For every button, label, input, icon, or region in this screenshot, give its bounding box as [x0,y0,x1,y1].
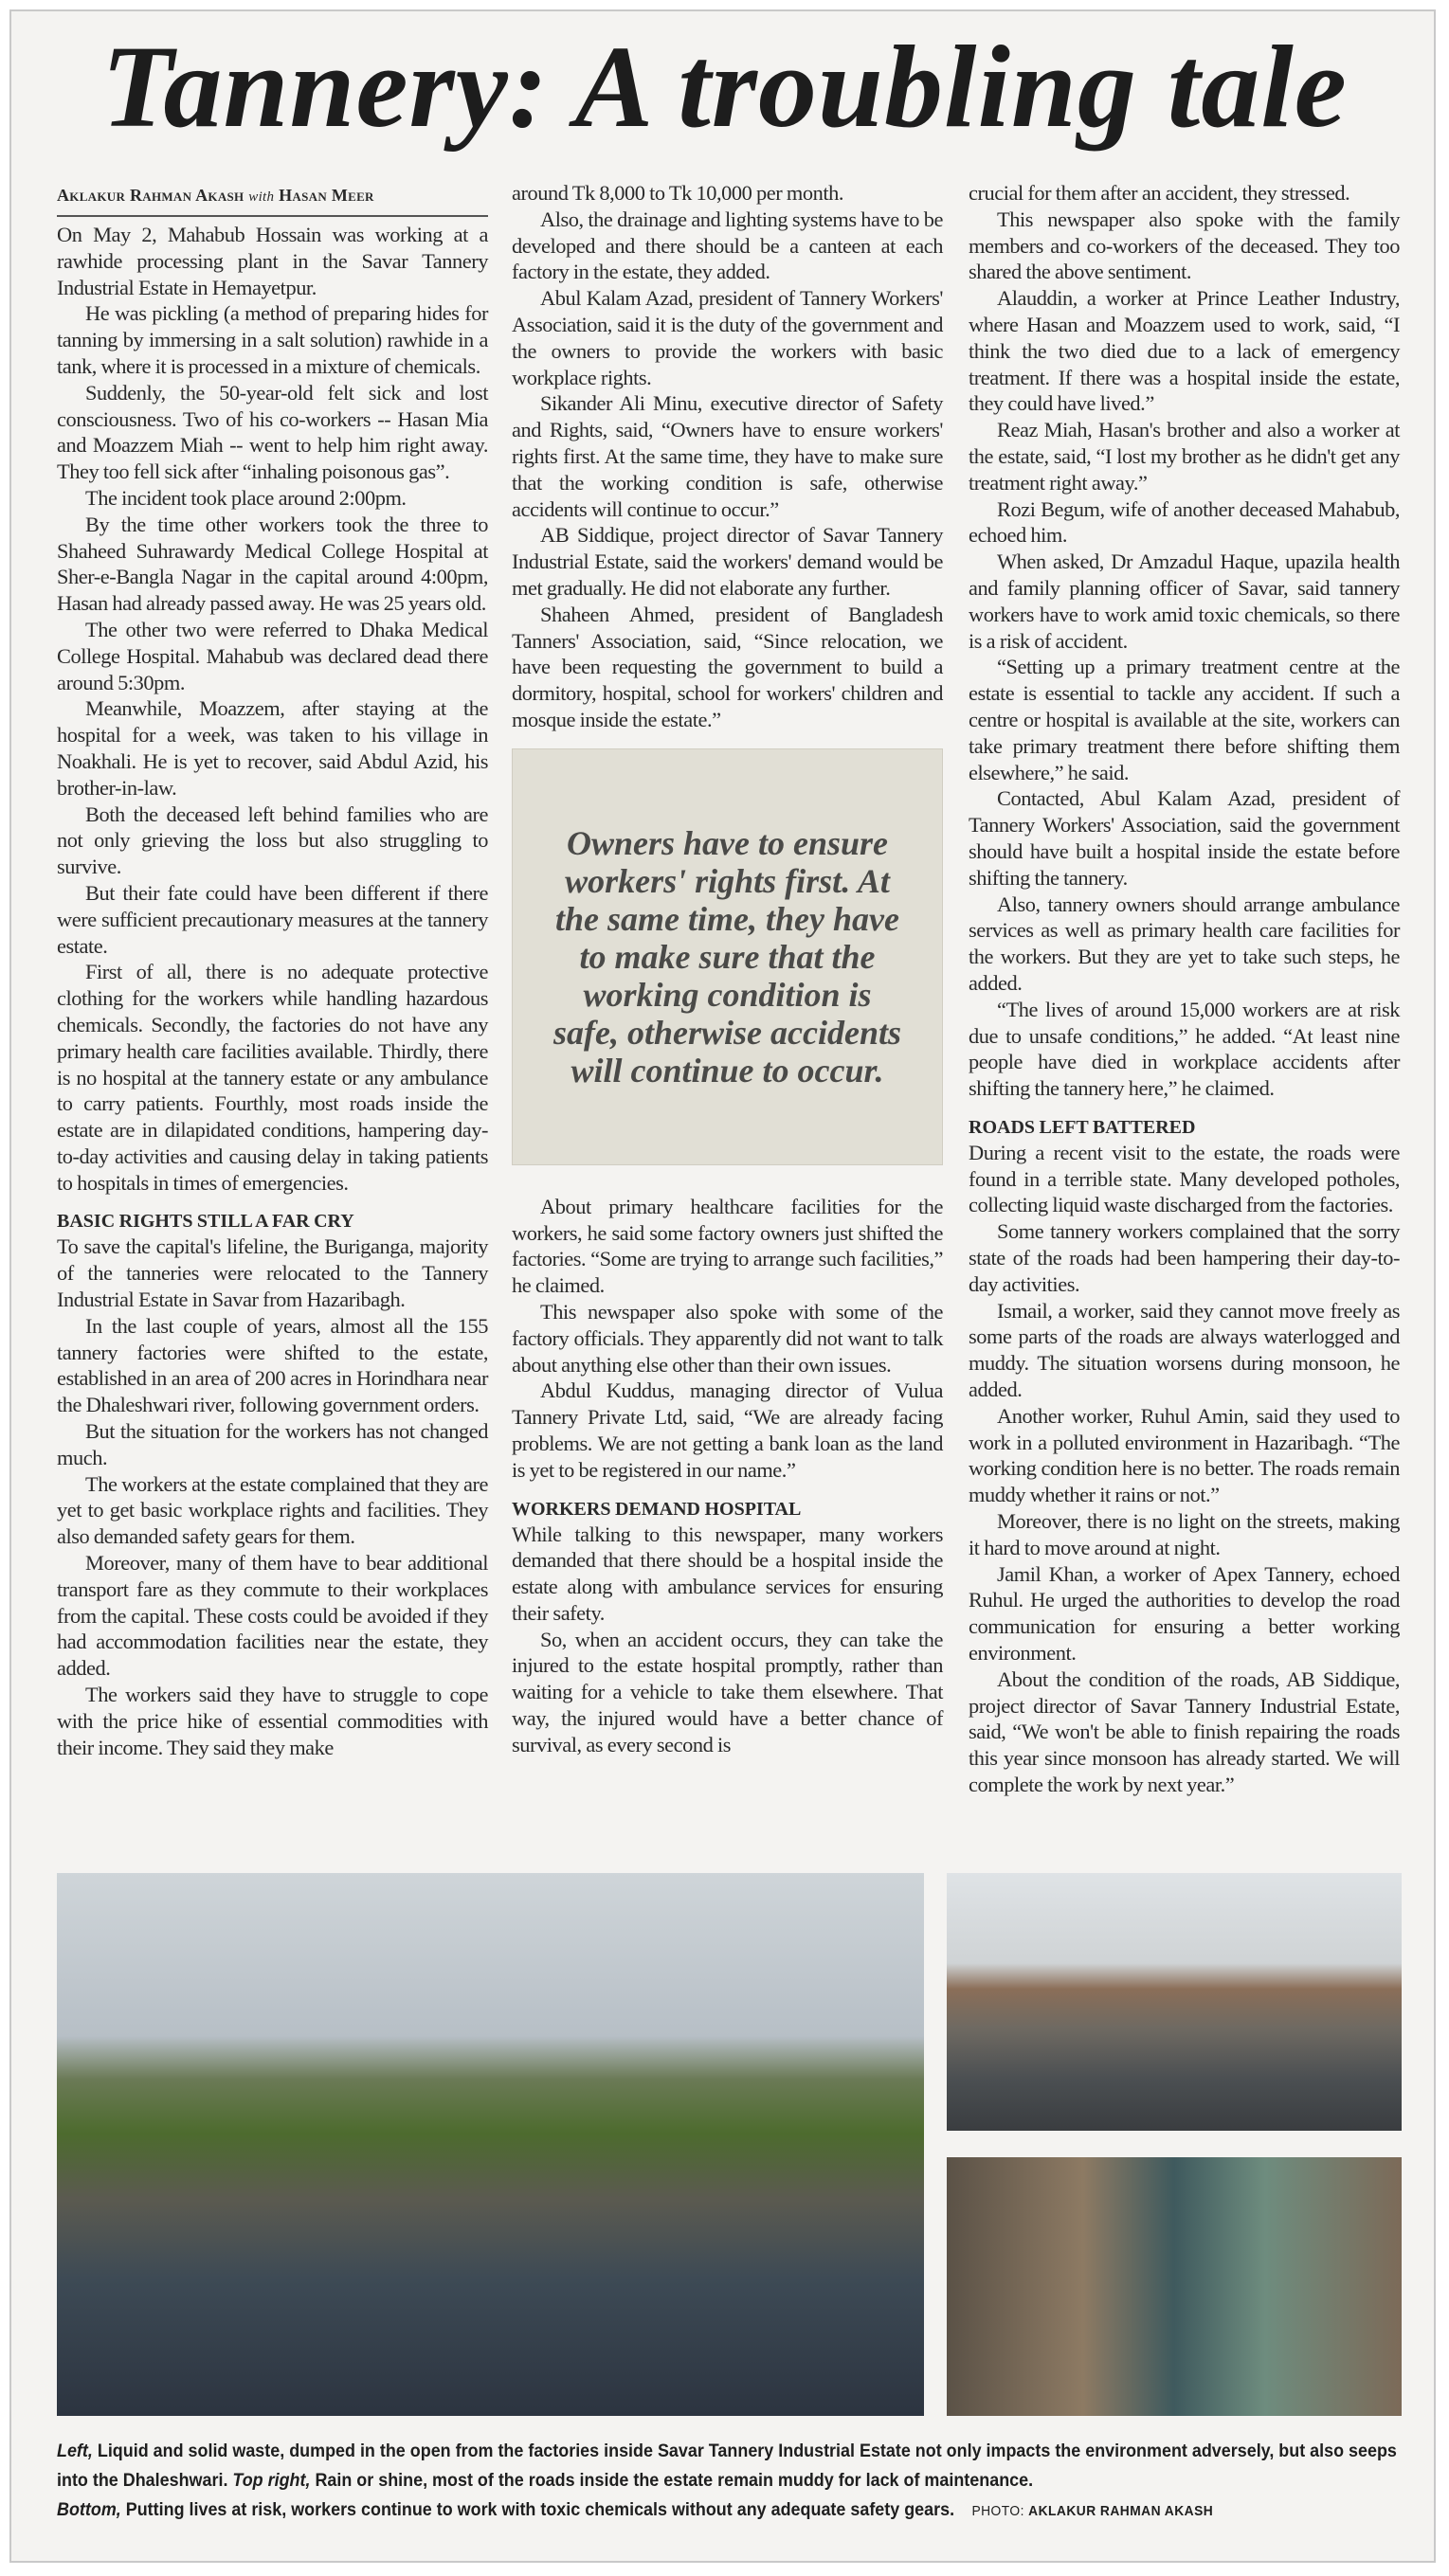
paragraph: Jamil Khan, a worker of Apex Tannery, echoed Ruhul. He urged the authorities to develop the road communication for ensuring a better working environment. [969,1561,1400,1666]
caption-topright-text: Rain or shine, most of the roads inside the estate remain muddy for lack of maintenance. [310,2470,1034,2491]
paragraph: First of all, there is no adequate protective clothing for the workers while handling hazardous chemicals. Secondly, the factories do not have any primary health care facilities available. Thirdly, there is no hospital at the tannery estate or any ambulance to carry patients. Fourthly, most roads inside the estate are in dilapidated conditions, hampering day-to-day activities and causing delay in taking patients to hospitals in times of emergencies. [57,960,488,1195]
paragraph: The workers said they have to struggle to cope with the price hike of essential commodities with their income. They said they make [57,1683,488,1759]
photo-credit [971,2503,1213,2519]
paragraph: Rozi Begum, wife of another deceased Mahabub, echoed him. [969,496,1400,548]
paragraph: So, when an accident occurs, they can take the injured to the estate hospital promptly, rather than waiting for a vehicle to take them elsewhere. That way, the injured would have a better chance of survival, as every second is [512,1627,943,1756]
paragraph: This newspaper also spoke with some of the factory officials. They apparently did not want to talk about anything else other than their own issues. [512,1299,943,1377]
pull-quote: Owners have to ensure workers' rights first. At the same time, they have to make sure that the working condition is safe, otherwise accidents will continue to occur. [512,748,943,1165]
article-column-1 [57,222,488,1760]
article-column-2 [512,180,943,1758]
paragraph: crucial for them after an accident, they stressed. [969,181,1350,205]
caption-topright-label: Top right, [232,2470,311,2491]
paragraph: The incident took place around 2:00pm. [85,485,407,510]
paragraph: Contacted, Abul Kalam Azad, president of Tannery Workers' Association, said the government should have built a hospital inside the estate before shifting the tannery. [969,786,1400,890]
paragraph: He was pickling (a method of preparing hides for tanning by immersing in a salt solution) rawhide in a tank, where it is processed in a mixture of chemicals. [57,301,488,378]
paragraph: Shaheen Ahmed, president of Bangladesh Tanners' Association, said, “Since relocation, we have been requesting the government to build a dormitory, hospital, school for workers' children and mosque inside the estate.” [512,602,943,731]
paragraph: This newspaper also spoke with the family members and co-workers of the deceased. They too shared the above sentiment. [969,207,1400,284]
paragraph: Alauddin, a worker at Prince Leather Industry, where Hasan and Moazzem used to work, said, “I think the two died due to a lack of emergency treatment. If there was a hospital inside the estate, they could have lived.” [969,286,1400,416]
paragraph: By the time other workers took the three to Shaheed Suhrawardy Medical College Hospital at Sher-e-Bangla Nagar in the capital around 4:00pm, Hasan had already passed away. He was 25 years old. [57,512,488,616]
paragraph: Both the deceased left behind families who are not only grieving the loss but also struggling to survive. [57,802,488,879]
section-heading: BASIC RIGHTS STILL A FAR CRY [57,1211,354,1233]
paragraph: Also, tannery owners should arrange ambulance services as well as primary health care facilities for the workers. But they are yet to take such steps, he added. [969,892,1400,995]
paragraph: Ismail, a worker, said they cannot move freely as some parts of the roads are always waterlogged and muddy. The situation worsens during monsoon, he added. [969,1298,1400,1402]
paragraph: When asked, Dr Amzadul Haque, upazila health and family planning officer of Savar, said tannery workers have to work amid toxic chemicals, so there is a risk of accident. [969,549,1400,653]
paragraph: Some tannery workers complained that the sorry state of the roads had been hampering their day-to-day activities. [969,1219,1400,1296]
section-heading: ROADS LEFT BATTERED [969,1116,1196,1138]
byline-with: with [248,189,275,205]
headline: Tannery: A troubling tale [101,22,1348,152]
paragraph: Moreover, there is no light on the streets, making it hard to move around at night. [969,1509,1400,1559]
paragraph: Moreover, many of them have to bear additional transport fare as they commute to their workplaces from the capital. These costs could be avoided if they had accommodation facilities near the estate, they added. [57,1551,488,1681]
paragraph: The workers at the estate complained that they are yet to get basic workplace rights and facilities. They also demanded safety gears for them. [57,1471,488,1549]
paragraph: But the situation for the workers has not changed much. [57,1419,488,1469]
paragraph: In the last couple of years, almost all the 155 tannery factories were shifted to the estate, established in an area of 200 acres in Horindhara near the Dhaleshwari river, following government orders. [57,1313,488,1417]
paragraph: AB Siddique, project director of Savar Tannery Industrial Estate, said the workers' demand would be met gradually. He did not elaborate any further. [512,523,943,600]
paragraph: Suddenly, the 50-year-old felt sick and lost consciousness. Two of his co-workers -- Hasan Mia and Moazzem Miah -- went to help him right away. They too fell sick after “inhaling poisonous gas”. [57,380,488,484]
photo-credit-name: AKLAKUR RAHMAN AKASH [1028,2503,1214,2519]
paragraph: “Setting up a primary treatment centre at the estate is essential to tackle any accident. If such a centre or hospital is available at the site, workers can take primary treatment there before shifting them elsewhere,” he said. [969,655,1400,784]
caption-left-label: Left, [57,2441,93,2461]
caption-bottom-label: Bottom, [57,2499,121,2520]
byline [57,186,488,217]
caption-left-text: Liquid and solid waste, dumped in the open from the factories inside Savar Tannery Industrial Estate not only impacts the environment adversely, but also seeps into the Dhaleshwari. [57,2441,1397,2491]
article-column-3 [969,180,1400,1798]
paragraph: The other two were referred to Dhaka Medical College Hospital. Mahabub was declared dead there around 5:30pm. [57,617,488,694]
photo-workers-chemicals [947,2157,1402,2416]
paragraph: During a recent visit to the estate, the roads were found in a terrible state. Many developed potholes, collecting liquid waste discharged from the factories. [969,1140,1400,1217]
paragraph: But their fate could have been different if there were sufficient precautionary measures at the tannery estate. [57,880,488,958]
paragraph: Meanwhile, Moazzem, after staying at the hospital for a week, was taken to his village in Noakhali. He is yet to recover, said Abdul Azid, his brother-in-law. [57,696,488,800]
paragraph: On May 2, Mahabub Hossain was working at a rawhide processing plant in the Savar Tannery Industrial Estate in Hemayetpur. [57,223,488,299]
paragraph: Another worker, Ruhul Amin, said they used to work in a polluted environment in Hazaribagh. “The working condition here is no better. The roads remain muddy whether it rains or not.” [969,1403,1400,1507]
author-1: Aklakur Rahman Akash [57,186,245,205]
paragraph: “The lives of around 15,000 workers are at risk due to unsafe conditions,” he added. “At least nine people have died in workplace accidents after shifting the tannery here,” he claimed. [969,997,1400,1101]
caption-bottom-text: Putting lives at risk, workers continue to work with toxic chemicals without any adequate safety gears. [120,2499,955,2520]
paragraph: around Tk 8,000 to Tk 10,000 per month. [512,181,844,205]
photo-caption [57,2437,1404,2526]
author-2: Hasan Meer [279,186,374,205]
section-heading: WORKERS DEMAND HOSPITAL [512,1498,802,1520]
paragraph: About primary healthcare facilities for the workers, he said some factory owners just shifted the factories. “Some are trying to arrange such facilities,” he claimed. [512,1194,943,1298]
paragraph: While talking to this newspaper, many workers demanded that there should be a hospital inside the estate along with ambulance services for ensuring their safety. [512,1522,943,1625]
paragraph: Abul Kalam Azad, president of Tannery Workers' Association, said it is the duty of the government and the owners to provide the workers with basic workplace rights. [512,286,943,389]
photo-credit-label: PHOTO: [971,2503,1029,2519]
paragraph: Sikander Ali Minu, executive director of Safety and Rights, said, “Owners have to ensure workers' rights first. At the same time, they have to make sure that the working condition is safe, otherwise accidents will continue to occur.” [512,391,943,521]
photo-muddy-road [947,1873,1402,2131]
paragraph: Also, the drainage and lighting systems have to be developed and there should be a canteen at each factory in the estate, they added. [512,207,943,284]
photo-tannery-waste [57,1873,924,2416]
paragraph: Reaz Miah, Hasan's brother and also a worker at the estate, said, “I lost my brother as he didn't get any treatment right away.” [969,418,1400,495]
paragraph: Abdul Kuddus, managing director of Vulua Tannery Private Ltd, said, “We are already facing problems. We are not getting a bank loan as the land is yet to be registered in our name.” [512,1378,943,1482]
paragraph: About the condition of the roads, AB Siddique, project director of Savar Tannery Industrial Estate, said, “We won't be able to finish repairing the roads this year since monsoon has already started. We will complete the work by next year.” [969,1666,1400,1797]
paragraph: To save the capital's lifeline, the Buriganga, majority of the tanneries were relocated to the Tannery Industrial Estate in Savar from Hazaribagh. [57,1234,488,1312]
